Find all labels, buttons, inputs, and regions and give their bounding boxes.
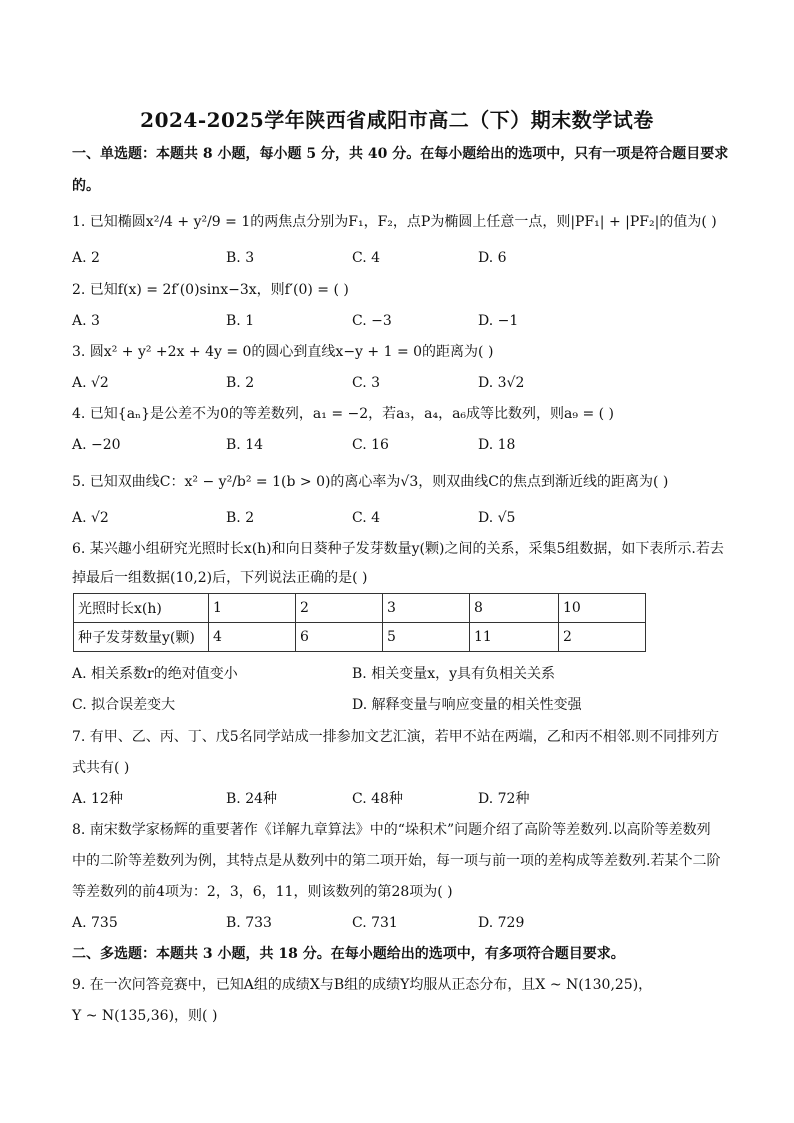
table-cell: 8 [470,594,559,623]
q6-stem-line2: 掉最后一组数据(10,2)后，下列说法正确的是( ) [72,570,368,586]
table-cell: 4 [209,623,296,652]
q8-option-b: B. 733 [226,915,272,931]
q7-option-b: B. 24种 [226,791,278,807]
table-cell: 10 [559,594,646,623]
q6-stem-line1: 6. 某兴趣小组研究光照时长x(h)和向日葵种子发芽数量y(颗)之间的关系，采集5组数据，如下表所示.若去 [72,541,724,557]
q4-option-d: D. 18 [478,437,516,453]
table-cell: 11 [470,623,559,652]
section2-heading: 二、多选题：本题共 3 小题，共 18 分。在每小题给出的选项中，有多项符合题目要求。 [72,946,625,962]
q2-option-a: A. 3 [72,313,100,329]
q7-option-c: C. 48种 [352,791,403,807]
q7-option-d: D. 72种 [478,791,530,807]
table-cell: 3 [383,594,470,623]
q8-stem-line3: 等差数列的前4项为：2，3，6，11，则该数列的第28项为( ) [72,884,453,900]
table-row [74,623,646,652]
table-header-cell: 种子发芽数量y(颗) [74,623,209,652]
table-row [74,594,646,623]
q2-option-d: D. −1 [478,313,519,329]
table-cell: 2 [296,594,383,623]
q5-option-c: C. 4 [352,510,381,526]
q3-option-b: B. 2 [226,375,255,391]
section1-heading: 一、单选题：本题共 8 小题，每小题 5 分，共 40 分。在每小题给出的选项中，只有一项是符合题目要求 [72,146,729,162]
q3-option-a: A. √2 [72,375,109,391]
table-cell: 1 [209,594,296,623]
q2-option-b: B. 1 [226,313,255,329]
q1-option-a: A. 2 [72,250,100,266]
table-cell: 2 [559,623,646,652]
q4-option-a: A. −20 [72,437,121,453]
q6-data-table [73,593,646,652]
q8-option-c: C. 731 [352,915,398,931]
q8-option-a: A. 735 [72,915,118,931]
q9-stem-line1: 9. 在一次问答竞赛中，已知A组的成绩X与B组的成绩Y均服从正态分布，且X ~ N(130,25)， [72,977,653,993]
q6-option-d: D. 解释变量与响应变量的相关性变强 [352,697,582,713]
q6-option-a: A. 相关系数r的绝对值变小 [72,666,238,682]
q3-option-d: D. 3√2 [478,375,525,391]
table-header-cell: 光照时长x(h) [74,594,209,623]
page-title: 2024-2025学年陕西省咸阳市高二（下）期末数学试卷 [140,108,654,132]
q7-stem-line2: 式共有( ) [72,760,130,776]
q3-stem: 3. 圆x² + y² +2x + 4y = 0的圆心到直线x−y + 1 = 0的距离为( ) [72,344,494,360]
table-cell: 6 [296,623,383,652]
q1-stem: 1. 已知椭圆x²/4 + y²/9 = 1的两焦点分别为F₁，F₂，点P为椭圆上任意一点，则|PF₁| + |PF₂|的值为( ) [72,214,717,230]
table-cell: 5 [383,623,470,652]
q5-option-d: D. √5 [478,510,516,526]
q1-option-c: C. 4 [352,250,381,266]
q8-stem-line2: 中的二阶等差数列为例，其特点是从数列中的第二项开始，每一项与前一项的差构成等差数列.若某个二阶 [72,853,721,869]
q5-option-a: A. √2 [72,510,109,526]
q3-option-c: C. 3 [352,375,381,391]
q9-stem-line2: Y ~ N(135,36)，则( ) [72,1008,218,1024]
q4-stem: 4. 已知{aₙ}是公差不为0的等差数列，a₁ = −2，若a₃，a₄，a₆成等比数列，则a₉ = ( ) [72,406,614,422]
q4-option-c: C. 16 [352,437,389,453]
q1-option-d: D. 6 [478,250,507,266]
q6-option-c: C. 拟合误差变大 [72,697,176,713]
q5-stem: 5. 已知双曲线C：x² − y²/b² = 1(b > 0)的离心率为√3，则双曲线C的焦点到渐近线的距离为( ) [72,474,669,490]
q8-option-d: D. 729 [478,915,525,931]
q7-stem-line1: 7. 有甲、乙、丙、丁、戊5名同学站成一排参加文艺汇演，若甲不站在两端，乙和丙不相邻.则不同排列方 [72,729,720,745]
q4-option-b: B. 14 [226,437,264,453]
q1-option-b: B. 3 [226,250,255,266]
q2-option-c: C. −3 [352,313,392,329]
q6-option-b: B. 相关变量x，y具有负相关关系 [352,666,555,682]
q8-stem-line1: 8. 南宋数学家杨辉的重要著作《详解九章算法》中的“垛积术”问题介绍了高阶等差数列.以高阶等差数列 [72,822,711,838]
q7-option-a: A. 12种 [72,791,123,807]
q2-stem: 2. 已知f(x) = 2f′(0)sinx−3x，则f′(0) = ( ) [72,282,349,298]
q5-option-b: B. 2 [226,510,255,526]
section1-heading-cont: 的。 [72,178,100,194]
